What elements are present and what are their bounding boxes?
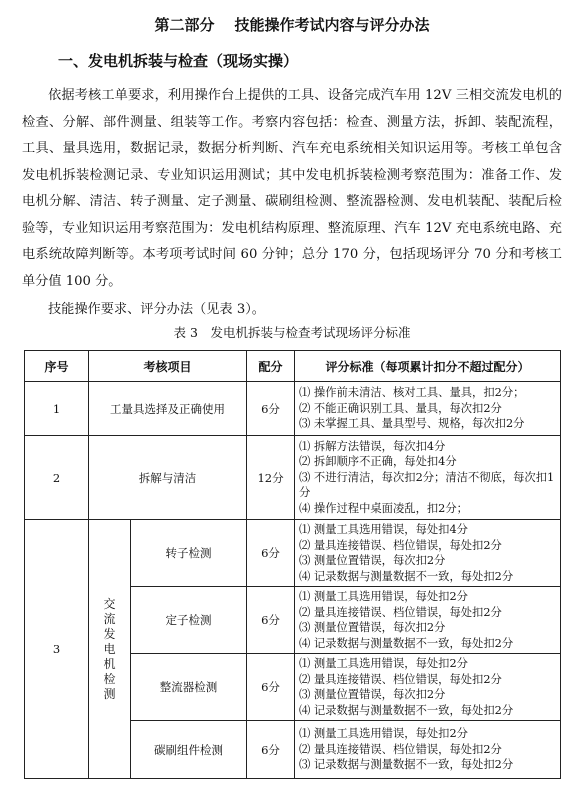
criteria-line: ⑶ 不进行清洁，每次扣2分；清洁不彻底，每次扣1分	[299, 470, 555, 500]
criteria-line: ⑴ 测量工具选用错误，每处扣2分	[299, 657, 468, 670]
row-score: 6分	[247, 520, 295, 587]
criteria-line: ⑵ 不能正确识别工具、量具，每次扣2分	[299, 401, 502, 415]
header-item: 考核项目	[89, 351, 247, 382]
table-caption: 表 3 发电机拆装与检查考试现场评分标准	[173, 325, 411, 340]
row-score: 6分	[247, 721, 295, 779]
table-header-row	[25, 351, 561, 382]
group-label-char: 电	[103, 641, 116, 656]
criteria-line: ⑷ 记录数据与测量数据不一致，每处扣2分	[299, 703, 514, 717]
row-criteria	[295, 382, 561, 436]
body-paragraph	[22, 83, 562, 295]
row-num: 2	[25, 436, 89, 520]
row-num: 3	[25, 520, 89, 779]
header-num: 序号	[25, 351, 89, 382]
table-row	[25, 382, 561, 436]
row-criteria	[295, 654, 561, 721]
criteria-line: ⑶ 记录数据与测量数据不一致，每处扣2分	[299, 758, 514, 772]
criteria-line: ⑷ 记录数据与测量数据不一致，每处扣2分	[299, 636, 514, 650]
row-item: 整流器检测	[131, 654, 247, 721]
group-label	[89, 597, 130, 702]
criteria-line: ⑴ 拆解方法错误，每次扣4分	[299, 439, 446, 453]
table-row	[25, 520, 561, 587]
paragraph-text: 依据考核工单要求，利用操作台上提供的工具、设备完成汽车用 12V 三相交流发电机的检查、分解、部件测量、组装等工作。考察内容包括：检查、测量方法，拆卸、装配流程，工具、量具选用，数据记录，数据分析判断、汽车充电系统相关知识运用等。考核工单包含发电机拆装检测记录、专业知识运用测试；其中发电机拆装检测考察范围为：准备工作、发电机分解、清洁、转子测量、定子测量、碳刷组检测、整流器检测、发电机装配、装配后检验等，专业知识运用考察范围为：发电机结构原理、整流原理、汽车 12V 充电系统电路、充电系统故障判断等。本考项考试时间 60 分钟；总分 170 分，包括现场评分 70 分和考核工单分值 100 分。	[22, 88, 562, 289]
table-row	[25, 436, 561, 520]
row-item: 碳刷组件检测	[131, 721, 247, 779]
header-criteria: 评分标准（每项累计扣分不超过配分）	[295, 351, 561, 382]
row-item: 定子检测	[131, 587, 247, 654]
criteria-line: ⑷ 记录数据与测量数据不一致，每处扣2分	[299, 569, 514, 583]
criteria-line: ⑵ 量具连接错误、档位错误，每处扣2分	[299, 605, 502, 619]
part-title	[0, 14, 584, 35]
criteria-line: ⑴ 测量工具选用错误，每处扣2分	[299, 727, 468, 741]
row-criteria	[295, 520, 561, 587]
scoring-table	[24, 350, 561, 779]
section-title: 一、发电机拆装与检查（现场实操）	[58, 52, 299, 70]
criteria-line: ⑶ 未掌握工具、量具型号、规格，每次扣2分	[299, 417, 525, 431]
row-item: 工量具选择及正确使用	[89, 382, 247, 436]
criteria-line: ⑵ 量具连接错误、档位错误，每处扣2分	[299, 538, 502, 552]
group-label-char: 机	[103, 656, 116, 671]
row-group	[89, 520, 131, 779]
row-score: 6分	[247, 382, 295, 436]
criteria-line: ⑵ 拆卸顺序不正确，每处扣4分	[299, 455, 457, 469]
criteria-line: ⑴ 测量工具选用错误，每处扣4分	[299, 523, 468, 536]
requirements-line: 技能操作要求、评分办法（见表 3）。	[48, 302, 265, 317]
row-item: 拆解与清洁	[89, 436, 247, 520]
row-num: 1	[25, 382, 89, 436]
part-title-text: 技能操作考试内容与评分办法	[234, 16, 430, 34]
criteria-line: ⑶ 测量位置错误，每次扣2分	[299, 688, 446, 701]
group-label-char: 测	[103, 686, 116, 701]
row-score: 6分	[247, 654, 295, 721]
group-label-char: 流	[103, 611, 116, 626]
row-criteria	[295, 721, 561, 779]
row-criteria	[295, 436, 561, 520]
group-label-char: 发	[103, 626, 116, 641]
group-label-char: 交	[103, 596, 116, 611]
criteria-line: ⑵ 量具连接错误、档位错误，每处扣2分	[299, 672, 502, 686]
criteria-line: ⑶ 测量位置错误，每次扣2分	[299, 554, 446, 567]
row-score: 12分	[247, 436, 295, 520]
criteria-line: ⑴ 操作前未清洁、核对工具、量具，扣2分；	[299, 386, 525, 400]
part-number: 第二部分	[154, 16, 215, 34]
group-label-char: 检	[103, 671, 116, 686]
header-score: 配分	[247, 351, 295, 382]
criteria-line: ⑴ 测量工具选用错误，每处扣2分	[299, 590, 468, 603]
row-item: 转子检测	[131, 520, 247, 587]
criteria-line: ⑵ 量具连接错误、档位错误，每处扣2分	[299, 742, 502, 756]
row-score: 6分	[247, 587, 295, 654]
criteria-line: ⑷ 操作过程中桌面凌乱，扣2分；	[299, 501, 468, 515]
criteria-line: ⑶ 测量位置错误，每次扣2分	[299, 621, 446, 634]
row-criteria	[295, 587, 561, 654]
